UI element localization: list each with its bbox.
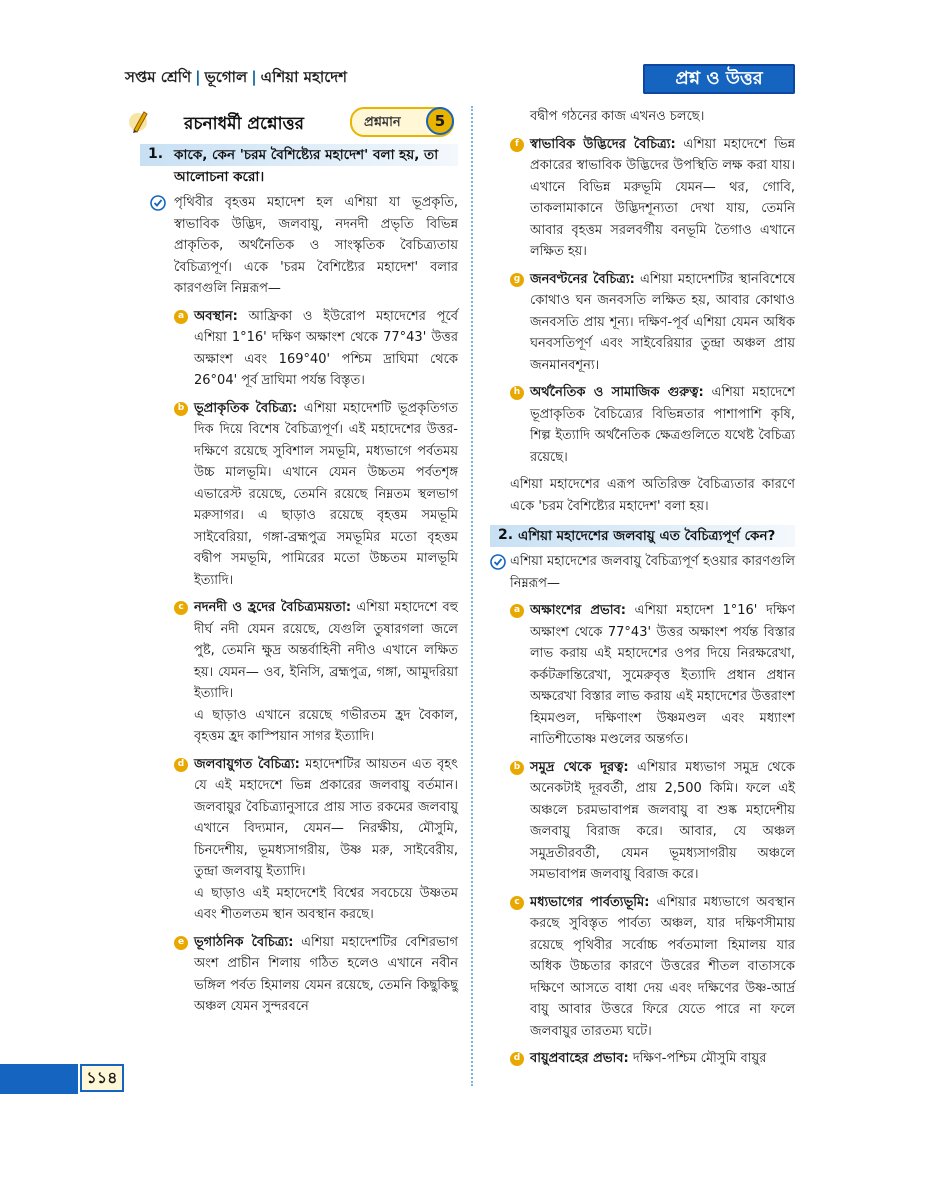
footer-bar — [0, 1064, 78, 1094]
bullet-marker: e — [174, 936, 188, 950]
item-title: ভূগাঠনিক বৈচিত্র্য: — [194, 934, 294, 950]
right-column — [490, 106, 795, 1070]
pen-icon — [128, 108, 152, 134]
list-item — [490, 892, 795, 1043]
item-text: এশিয়া মহাদেশে ভূপ্রাকৃতিক বৈচিত্র্যের বিভিন্নতার পাশাপাশি কৃষি, শিল্প ইত্যাদি অর্থনৈতিক ক্ষেত্রগুলিতে যথেষ্ট বৈচিত্র্য রয়েছে। — [530, 385, 795, 465]
item-continuation: এ ছাড়াও এখানে রয়েছে গভীরতম হ্রদ বৈকাল, বৃহত্তম হ্রদ কাস্পিয়ান সাগর ইত্যাদি। — [194, 707, 458, 744]
item-title: জনবণ্টনের বৈচিত্র্য: — [530, 271, 635, 287]
list-item — [128, 754, 458, 883]
item-text: এশিয়া মহাদেশে বহু দীর্ঘ নদী যেমন রয়েছে, যেগুলি তুষারগলা জলে পুষ্ট, তেমনি ক্ষুদ্র অন্তর্বাহিনী নদীও এখানে লক্ষিত হয়। যেমন— ওব, ইনিসি, ব্রহ্মপুত্র, গঙ্গা, আমুদরিয়া ইত্যাদি। — [194, 600, 458, 701]
answer-intro — [128, 192, 458, 300]
item-text: মহাদেশটির আয়তন এত বৃহৎ যে এই মহাদেশে ভিন্ন প্রকারের জলবায়ু বর্তমান। জলবায়ুর বৈচিত্র্যানুসারে প্রায় সাত রকমের জলবায়ু এখানে বিদ্যমান, যেমন— নিরক্ষীয়, মৌসুমি, চিনদেশীয়, ভূমধ্যসাগরীয়, উষ্ণ মরু, সাইবেরীয়, তুন্দ্রা জলবায়ু ইত্যাদি। — [194, 756, 459, 879]
list-item — [490, 1048, 795, 1070]
question-text: কাকে, কেন 'চরম বৈশিষ্ট্যের মহাদেশ' বলা হয়, তা আলোচনা করো। — [174, 147, 439, 185]
breadcrumb-subject: ভূগোল — [204, 68, 248, 86]
bullet-marker: a — [510, 604, 524, 618]
list-item — [128, 932, 458, 1018]
item-continuation: বদ্বীপ গঠনের কাজ এখনও চলছে। — [530, 109, 705, 124]
answer-icon — [150, 195, 166, 211]
bullet-marker: b — [174, 402, 188, 416]
item-text: এশিয়া মহাদেশটি ভূপ্রকৃতিগত দিক দিয়ে বিশেষ বৈচিত্র্যপূর্ণ। এই মহাদেশের উত্তর-দক্ষিণে রয়েছে সুবিশাল সমভূমি, মধ্যভাগে পর্বতময় উচ্চ মালভূমি। এখানে যেমন উচ্চতম পর্বতশৃঙ্গ এভারেস্ট রয়েছে, তেমনি রয়েছে নিম্নতম স্থলভাগ মরুসাগর। এ ছাড়াও রয়েছে বৃহত্তম সমভূমি সাইবেরিয়া, গঙ্গা-ব্রহ্মপুত্র সমভূমির মতো বৃহত্তম বদ্বীপ সমভূমি, পামিরের মতো উচ্চতম মালভূমি ইত্যাদি। — [194, 400, 458, 588]
bullet-marker: c — [510, 896, 524, 910]
breadcrumb-class: সপ্তম শ্রেণি — [125, 68, 192, 86]
item-text: আফ্রিকা ও ইউরোপ মহাদেশের পূর্বে এশিয়া 1°16' দক্ষিণ অক্ষাংশ থেকে 77°43' উত্তর অক্ষাংশ এবং 169°40' পশ্চিম দ্রাঘিমা থেকে 26°04' পূর্ব দ্রাঘিমা পর্যন্ত বিস্তৃত। — [194, 308, 458, 388]
section-header — [128, 106, 458, 138]
item-title: মধ্যভাগের পার্বত্যভূমি: — [530, 894, 650, 910]
item-title: সমুদ্র থেকে দূরত্ব: — [530, 759, 629, 775]
item-text: এশিয়া মহাদেশটির বেশিরভাগ অংশ প্রাচীন শিলায় গঠিত হলেও এখানে নবীন ভঙ্গিল পর্বত হিমালয় যেমন রয়েছে, তেমনি কিছুকিছু অঞ্চল যেমন সুন্দরবনে — [194, 934, 458, 1014]
question-number: 1. — [148, 146, 164, 162]
bullet-marker: b — [510, 761, 524, 775]
answer-icon — [490, 554, 506, 570]
bullet-marker: f — [510, 138, 524, 152]
item-text: এশিয়া মহাদেশ 1°16' দক্ষিণ অক্ষাংশ থেকে 77°43' উত্তর অক্ষাংশ পর্যন্ত বিস্তার লাভ করায় এই মহাদেশের ওপর দিয়ে নিরক্ষরেখা, কর্কটক্রান্তিরেখা, সুমেরুবৃত্ত ইত্যাদি প্রধান প্রধান অক্ষরেখা বিস্তার লাভ করায় এই মহাদেশের উত্তরাংশ হিমমণ্ডল, দক্ষিণাংশ উষ্ণমণ্ডল এবং মধ্যাংশ নাতিশীতোষ্ণ মণ্ডলের অন্তর্গত। — [530, 603, 796, 747]
marks-pill — [350, 107, 454, 137]
bullet-marker: h — [510, 386, 524, 400]
left-column — [128, 106, 458, 1018]
list-item — [128, 306, 458, 392]
item-text: দক্ষিণ-পশ্চিম মৌসুমি বায়ুর — [628, 1051, 767, 1066]
bullet-marker: g — [510, 273, 524, 287]
breadcrumb-chapter: এশিয়া মহাদেশ — [260, 68, 347, 86]
page-number: ১১৪ — [80, 1064, 124, 1092]
conclusion-text: এশিয়া মহাদেশের এরূপ অতিরিক্ত বৈচিত্র্যতার কারণে একে 'চরম বৈশিষ্ট্যের মহাদেশ' বলা হয়। — [510, 477, 795, 514]
qa-badge: প্রশ্ন ও উত্তর — [643, 64, 795, 94]
bullet-marker: d — [174, 758, 188, 772]
list-item — [490, 382, 795, 468]
answer-intro — [490, 551, 795, 594]
answer-intro-text: এশিয়া মহাদেশের জলবায়ু বৈচিত্র্যপূর্ণ হওয়ার কারণগুলি নিম্নরূপ— — [510, 554, 795, 591]
answer-intro-text: পৃথিবীর বৃহত্তম মহাদেশ হল এশিয়া যা ভূপ্রকৃতি, স্বাভাবিক উদ্ভিদ, জলবায়ু, নদনদী প্রভৃতি বিভিন্ন প্রাকৃতিক, অর্থনৈতিক ও সাংস্কৃতিক বৈচিত্র্যতায় বৈচিত্র্যপূর্ণ। একে 'চরম বৈশিষ্ট্যের মহাদেশ' বলার কারণগুলি নিম্নরূপ— — [174, 195, 458, 296]
question-text: এশিয়া মহাদেশের জলবায়ু এত বৈচিত্র্যপূর্ণ কেন? — [518, 528, 776, 544]
marks-label: প্রশ্নমান — [364, 115, 401, 130]
column-divider — [471, 106, 473, 1086]
list-item — [490, 134, 795, 263]
section-title: রচনাধর্মী প্রশ্নোত্তর — [184, 114, 305, 134]
item-continuation: এ ছাড়াও এই মহাদেশেই বিশ্বের সবচেয়ে উষ্ণতম এবং শীতলতম স্থান অবস্থান করছে। — [194, 885, 458, 922]
item-title: অর্থনৈতিক ও সামাজিক গুরুত্ব: — [530, 385, 704, 400]
list-item — [490, 600, 795, 751]
list-item — [490, 757, 795, 886]
breadcrumb — [125, 66, 347, 91]
question-1 — [128, 144, 458, 188]
item-title: অবস্থান: — [194, 308, 238, 324]
bullet-marker: d — [510, 1052, 524, 1066]
item-title: জলবায়ুগত বৈচিত্র্য: — [194, 756, 300, 772]
list-item — [490, 269, 795, 377]
item-text: এশিয়া মহাদেশটির স্থানবিশেষে কোথাও ঘন জনবসতি লক্ষিত হয়, আবার কোথাও জনবসতি প্রায় শূন্য। দক্ষিণ-পূর্ব এশিয়া যেমন অধিক ঘনবসতিপূর্ণ এবং সাইবেরিয়ার তুন্দ্রা অঞ্চল প্রায় জনমানবশূন্য। — [530, 271, 795, 373]
item-title: অক্ষাংশের প্রভাব: — [530, 603, 626, 618]
page-header — [125, 64, 795, 96]
question-number: 2. — [498, 527, 514, 543]
item-text: এশিয়ার মধ্যভাগ সমুদ্র থেকে অনেকটাই দূরবর্তী, প্রায় 2,500 কিমি। ফলে এই অঞ্চলে চরমভাবাপন্ন জলবায়ু বা শুষ্ক মহাদেশীয় জলবায়ু বিরাজ করে। আবার, যে অঞ্চল সমুদ্রতীরবর্তী, যেমন ভূমধ্যসাগরীয় অঞ্চলে সমভাবাপন্ন জলবায়ু বিরাজ করে। — [530, 759, 796, 882]
marks-value: 5 — [426, 107, 454, 135]
breadcrumb-separator: | — [251, 68, 257, 86]
breadcrumb-separator: | — [195, 68, 201, 86]
item-title: ভূপ্রাকৃতিক বৈচিত্র্য: — [194, 400, 298, 416]
list-item — [128, 398, 458, 592]
item-title: নদনদী ও হ্রদের বৈচিত্র্যময়তা: — [194, 600, 352, 615]
list-item — [128, 597, 458, 705]
item-title: স্বাভাবিক উদ্ভিদের বৈচিত্র্য: — [530, 136, 676, 152]
bullet-marker: a — [174, 310, 188, 324]
item-text: এশিয়া মহাদেশে ভিন্ন প্রকারের স্বাভাবিক উদ্ভিদের উপস্থিতি লক্ষ করা যায়। এখানে বিভিন্ন মরুভূমি যেমন— থর, গোবি, তাকলামাকানে উদ্ভিদশূন্যতা দেখা যায়, তেমনি আবার বৃহত্তম সরলবর্গীয় বনভূমি তৈগাও এখানে লক্ষিত হয়। — [530, 136, 795, 259]
question-2 — [490, 525, 795, 547]
item-title: বায়ুপ্রবাহের প্রভাব: — [530, 1051, 629, 1066]
item-text: এশিয়ার মধ্যভাগে অবস্থান করছে সুবিস্তৃত পার্বত্য অঞ্চল, যার দক্ষিণসীমায় রয়েছে পৃথিবীর সর্বোচ্চ পর্বতমালা হিমালয় যার অধিক উচ্চতার কারণে উত্তরের শীতল বাতাসকে দক্ষিণে আসতে বাধা দেয় এবং দক্ষিণের উষ্ণ-আর্দ্র বায়ু আবার উত্তরে ফিরে যেতে পারে না ফলে জলবায়ুর তারতম্য ঘটে। — [530, 894, 795, 1039]
bullet-marker: c — [174, 601, 188, 615]
